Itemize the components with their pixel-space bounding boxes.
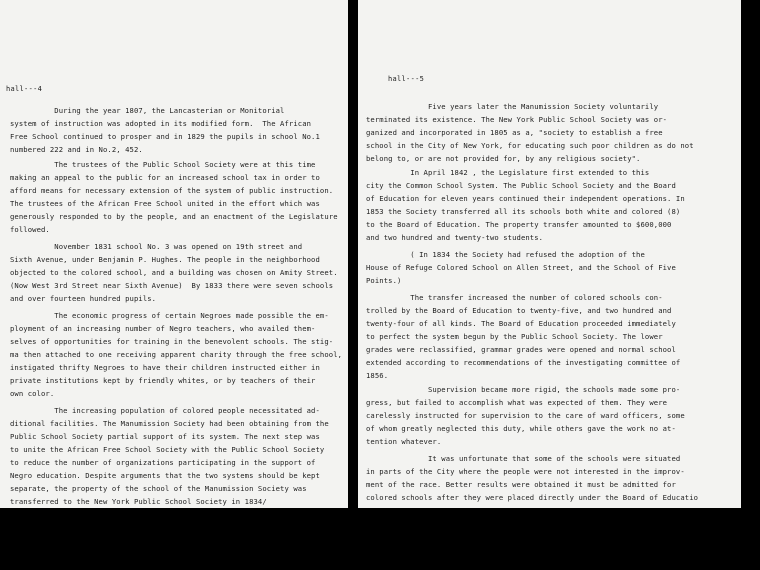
- paragraph: During the year 1807, the Lancasterian or Monitorial system of instruction was adopted in its modified form. The African Free School continued to prosper and in 1829 the pupils in school No.1 numbered 222 and in No.2, 452.: [10, 106, 320, 154]
- paragraph: Five years later the Manumission Society voluntarily terminated its existence. The New York Public School Society was or- ganized and incorporated in 1805 as a, "society to establish a free school in the City of New York, for educating such poor children as do not belong to, or are not provided for, by any religious society".: [366, 102, 694, 163]
- paragraph: In April 1842 , the Legislature first extended to this city the Common School System. The Public School Society and the Board of Education for eleven years continued their independent operations. In 1853 the Society transferred all its schools both white and colored (8) to the Board of Education. The property transfer amounted to $600,000 and two hundred and twenty-two students.: [366, 168, 685, 242]
- page-header: hall---4: [6, 85, 43, 93]
- paragraph: The trustees of the Public School Society were at this time making an appeal to the public for an increased school tax in order to afford means for necessary extension of the system of public instruction. The trustees of the African Free School united in the effort which was generously responded to by the people, and an enactment of the Legislature followed.: [10, 160, 338, 234]
- page-header: hall---5: [388, 75, 425, 83]
- paragraph: November 1831 school No. 3 was opened on 19th street and Sixth Avenue, under Benjamin P. Hughes. The people in the neighborhood objected to the colored school, and a building was chosen on Amity Street. (Now West 3rd Street near Sixth Avenue) By 1833 there were seven schools and over fourteen hundred pupils.: [10, 242, 338, 303]
- paragraph: ( In 1834 the Society had refused the adoption of the House of Refuge Colored School on Allen Street, and the School of Five Points.): [366, 250, 676, 285]
- paragraph: The transfer increased the number of colored schools con- trolled by the Board of Education to twenty-five, and two hundred and twenty-four of all kinds. The Board of Education proceeded immediately to perfect the system begun by the Public School Society. The lower grades were reclassified, grammar grades were opened and normal school extended according to recommendations of the investigating committee of 1856.: [366, 293, 681, 380]
- paragraph: The economic progress of certain Negroes made possible the em- ployment of an increasing number of Negro teachers, who availed them- selves of opportunities for training in the benevolent schools. The stig- ma then attached to one receiving apparent charity through the free school, instigated thrifty Negroes to have their children instructed either in private institutions kept by friendly whites, or by teachers of their own color.: [10, 311, 343, 398]
- paragraph: Supervision became more rigid, the schools made some pro- gress, but failed to accomplish what was expected of them. They were carelessly instructed for supervision to the care of ward officers, some of whom greatly neglected this duty, while others gave the work no at- tention whatever.: [366, 385, 685, 446]
- right-page: [358, 0, 741, 508]
- paragraph: The increasing population of colored people necessitated ad- ditional facilities. The Manumission Society had been obtaining from the Public School Society partial support of its system. The next step was to unite the African Free School Society with the Public School Society to reduce the number of organizations participating in the support of Negro education. Despite arguments that the two systems should be kept separate, the property of the school of the Manumission Society was transferred to the New York Public School Society in 1834/: [10, 406, 329, 506]
- book-gutter: [348, 0, 358, 508]
- left-page: [0, 0, 348, 508]
- paragraph: It was unfortunate that some of the schools were situated in parts of the City where the people were not interested in the improv- ment of the race. Better results were obtained it must be admitted for colored schools after they were placed directly under the Board of Educatio: [366, 454, 699, 502]
